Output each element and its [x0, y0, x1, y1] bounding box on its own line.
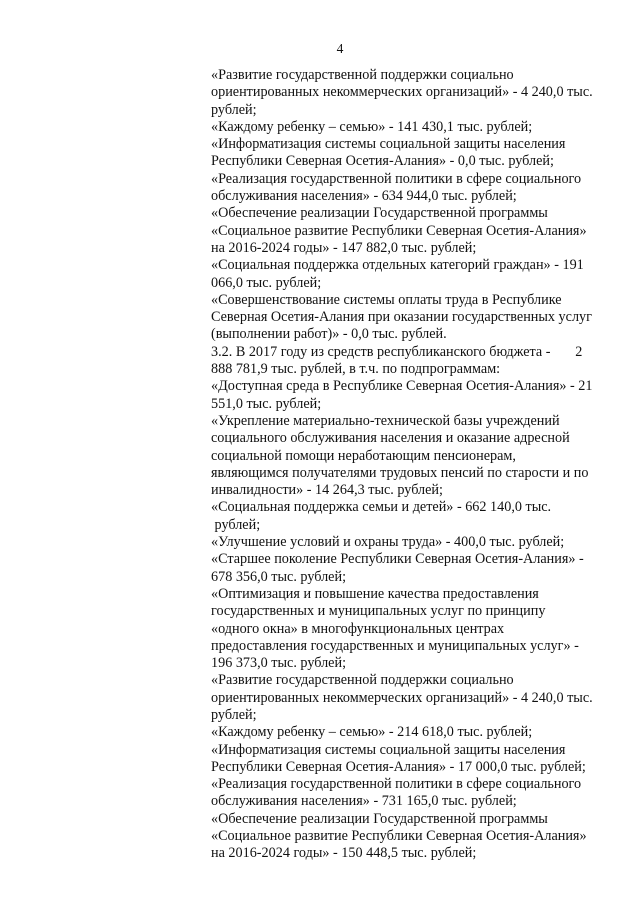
- text-line: «Социальное развитие Республики Северная Осетия-Алания»: [211, 828, 587, 845]
- text-line: инвалидности» - 14 264,3 тыс. рублей;: [211, 482, 443, 499]
- document-body: [211, 67, 621, 863]
- text-line: Республики Северная Осетия-Алания» - 0,0 тыс. рублей;: [211, 153, 554, 170]
- text-line: ориентированных некоммерческих организаций» - 4 240,0 тыс.: [211, 689, 593, 706]
- text-line: 3.2. В 2017 году из средств республиканского бюджета - 2: [211, 343, 583, 360]
- text-line: «одного окна» в многофункциональных центрах: [211, 620, 505, 637]
- page-number: 4: [336, 41, 344, 56]
- text-line: 888 781,9 тыс. рублей, в т.ч. по подпрограммам:: [211, 361, 501, 378]
- text-line: рублей;: [211, 101, 257, 118]
- text-line: на 2016-2024 годы» - 147 882,0 тыс. рублей;: [211, 239, 477, 256]
- text-line: «Доступная среда в Республике Северная Осетия-Алания» - 21: [211, 378, 593, 395]
- text-line: являющимся получателями трудовых пенсий по старости и по: [211, 464, 589, 481]
- text-line: «Развитие государственной поддержки социально: [211, 672, 514, 689]
- text-line: «Развитие государственной поддержки социально: [211, 67, 514, 83]
- text-line: Северная Осетия-Алания при оказании государственных услуг: [211, 309, 592, 326]
- text-line: (выполнении работ)» - 0,0 тыс. рублей.: [211, 326, 447, 343]
- text-line: «Реализация государственной политики в сфере социального: [211, 776, 582, 793]
- text-line: рублей;: [211, 516, 261, 533]
- text-line: «Укрепление материально-технической базы учреждений: [211, 412, 560, 429]
- text-line: «Информатизация системы социальной защиты населения: [211, 741, 566, 758]
- text-line: «Обеспечение реализации Государственной программы: [211, 810, 548, 827]
- text-line: «Обеспечение реализации Государственной программы: [211, 205, 548, 222]
- text-line: «Каждому ребенку – семью» - 214 618,0 тыс. рублей;: [211, 724, 533, 741]
- text-line: обслуживания населения» - 731 165,0 тыс. рублей;: [211, 793, 517, 810]
- text-line: на 2016-2024 годы» - 150 448,5 тыс. рублей;: [211, 845, 477, 862]
- text-line: «Реализация государственной политики в сфере социального: [211, 170, 582, 187]
- text-line: Республики Северная Осетия-Алания» - 17 000,0 тыс. рублей;: [211, 758, 586, 775]
- text-line: «Информатизация системы социальной защиты населения: [211, 136, 566, 153]
- text-line: рублей;: [211, 706, 257, 723]
- text-line: обслуживания населения» - 634 944,0 тыс. рублей;: [211, 188, 517, 205]
- text-line: государственных и муниципальных услуг по принципу: [211, 603, 546, 620]
- text-line: ориентированных некоммерческих организаций» - 4 240,0 тыс.: [211, 84, 593, 101]
- text-line: «Оптимизация и повышение качества предоставления: [211, 585, 539, 602]
- text-line: 196 373,0 тыс. рублей;: [211, 655, 347, 672]
- text-line: предоставления государственных и муниципальных услуг» -: [211, 637, 579, 654]
- text-line: «Улучшение условий и охраны труда» - 400,0 тыс. рублей;: [211, 534, 565, 551]
- text-line: 066,0 тыс. рублей;: [211, 274, 322, 291]
- text-line: «Социальное развитие Республики Северная Осетия-Алания»: [211, 222, 587, 239]
- text-line: «Старшее поколение Республики Северная Осетия-Алания» -: [211, 551, 584, 568]
- text-line: «Социальная поддержка семьи и детей» - 662 140,0 тыс.: [211, 499, 552, 516]
- text-line: «Социальная поддержка отдельных категорий граждан» - 191: [211, 257, 584, 274]
- text-line: 551,0 тыс. рублей;: [211, 395, 322, 412]
- text-line: 678 356,0 тыс. рублей;: [211, 568, 347, 585]
- text-line: «Совершенствование системы оплаты труда в Республике: [211, 291, 562, 308]
- text-line: социального обслуживания населения и оказание адресной: [211, 430, 570, 447]
- text-line: социальной помощи неработающим пенсионерам,: [211, 447, 516, 464]
- text-line: «Каждому ребенку – семью» - 141 430,1 тыс. рублей;: [211, 118, 533, 135]
